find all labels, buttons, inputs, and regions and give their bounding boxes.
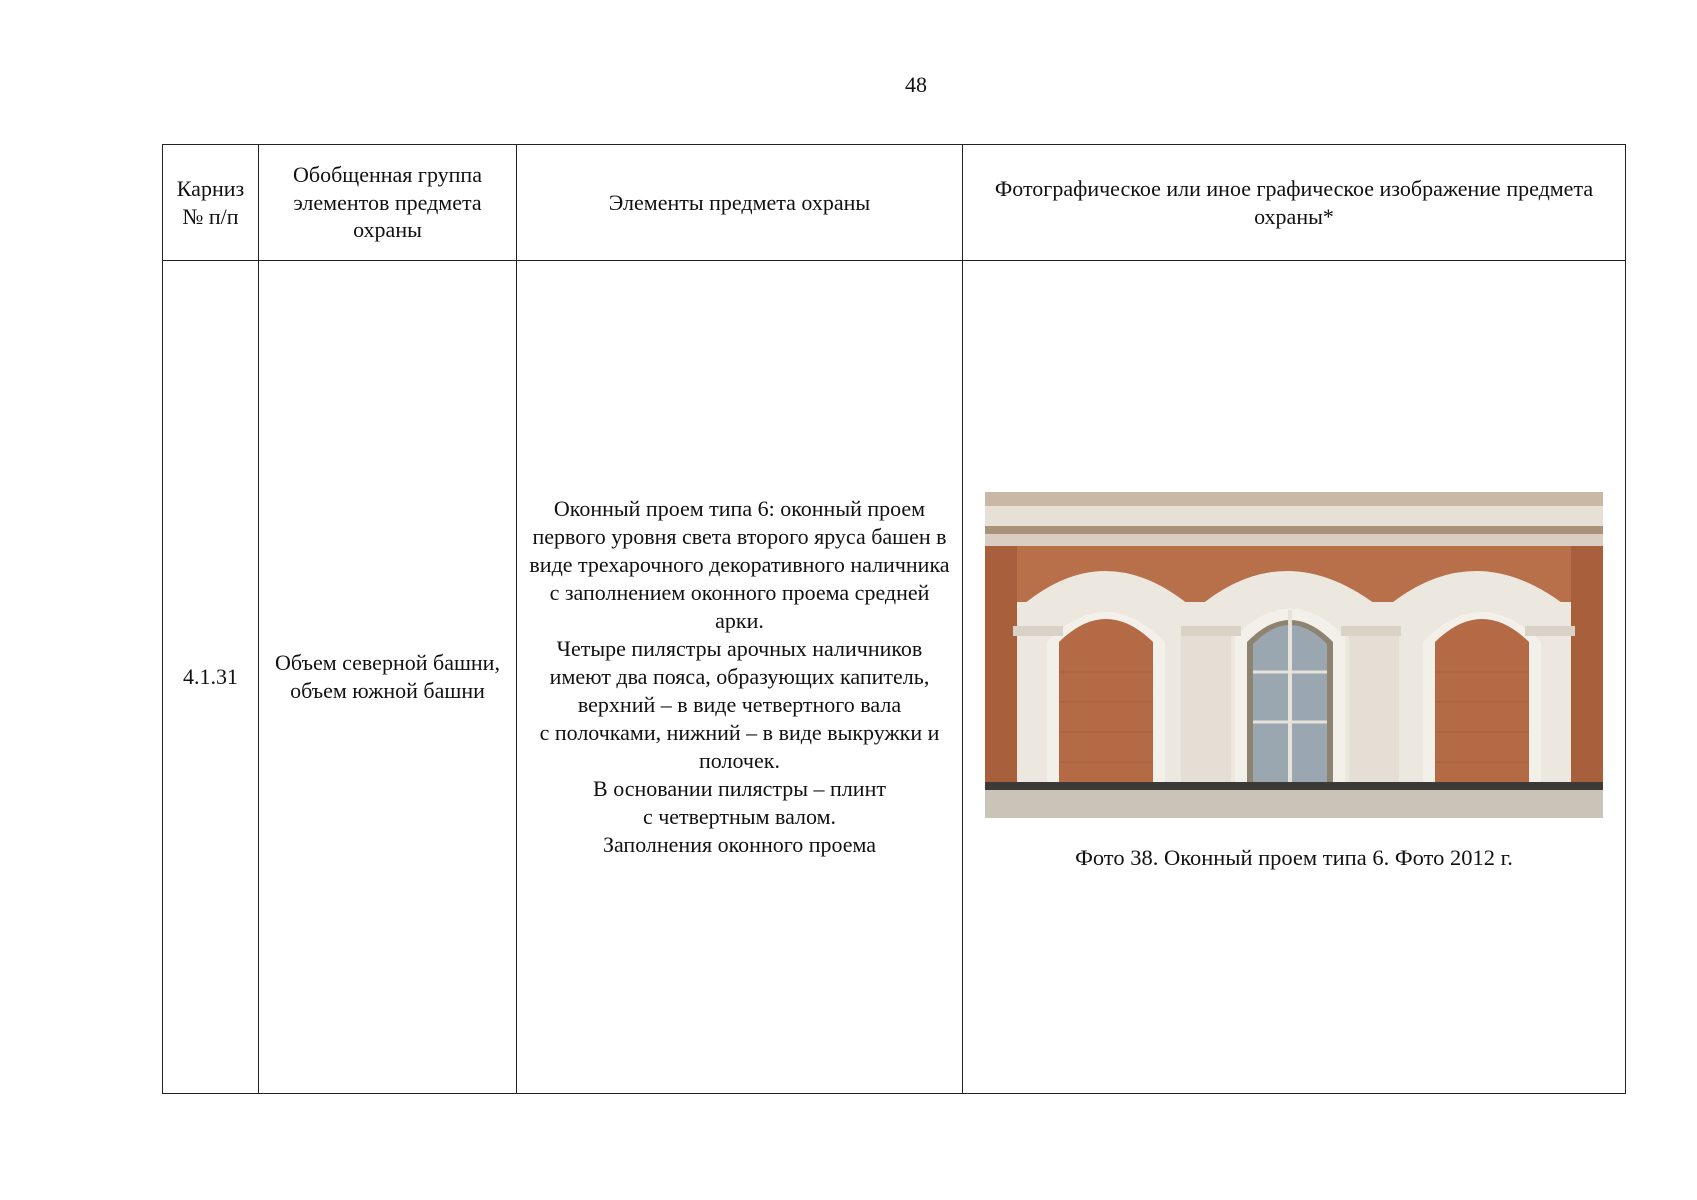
- protection-table: [162, 144, 1626, 1094]
- header-elements: Элементы предмета охраны: [517, 145, 963, 261]
- element-line: Заполнения оконного проема: [602, 831, 877, 857]
- row-number: 4.1.31: [163, 261, 259, 1094]
- element-line: с заполнением оконного проема средней арки.: [549, 580, 930, 634]
- page-number: 48: [905, 72, 927, 97]
- photo-caption: Фото 38. Оконный проем типа 6. Фото 2012 г.: [1075, 844, 1513, 870]
- row-group: Объем северной башни, объем южной башни: [259, 261, 517, 1094]
- element-line: с полочками, нижний – в виде выкружки и полочек.: [539, 719, 940, 773]
- window-photo: [985, 492, 1603, 818]
- header-group: Обобщенная группа элементов предмета охраны: [259, 145, 517, 261]
- header-number: Карниз № п/п: [163, 145, 259, 261]
- table-header-row: [163, 145, 1626, 261]
- element-line: Оконный проем типа 6: оконный проем первого уровня света второго яруса башен в виде трехарочного декоративного наличника: [529, 496, 950, 578]
- row-elements: [517, 261, 963, 1094]
- element-line: В основании пилястры – плинт: [593, 775, 886, 801]
- table-row: [163, 261, 1626, 1094]
- element-line: Четыре пилястры арочных наличников имеют два пояса, образующих капитель, верхний – в виде четвертного вала: [549, 636, 930, 717]
- arched-window-image: [985, 492, 1603, 818]
- row-photo-cell: [963, 261, 1626, 1094]
- header-photo: Фотографическое или иное графическое изображение предмета охраны*: [963, 145, 1626, 261]
- element-line: с четвертным валом.: [642, 803, 837, 829]
